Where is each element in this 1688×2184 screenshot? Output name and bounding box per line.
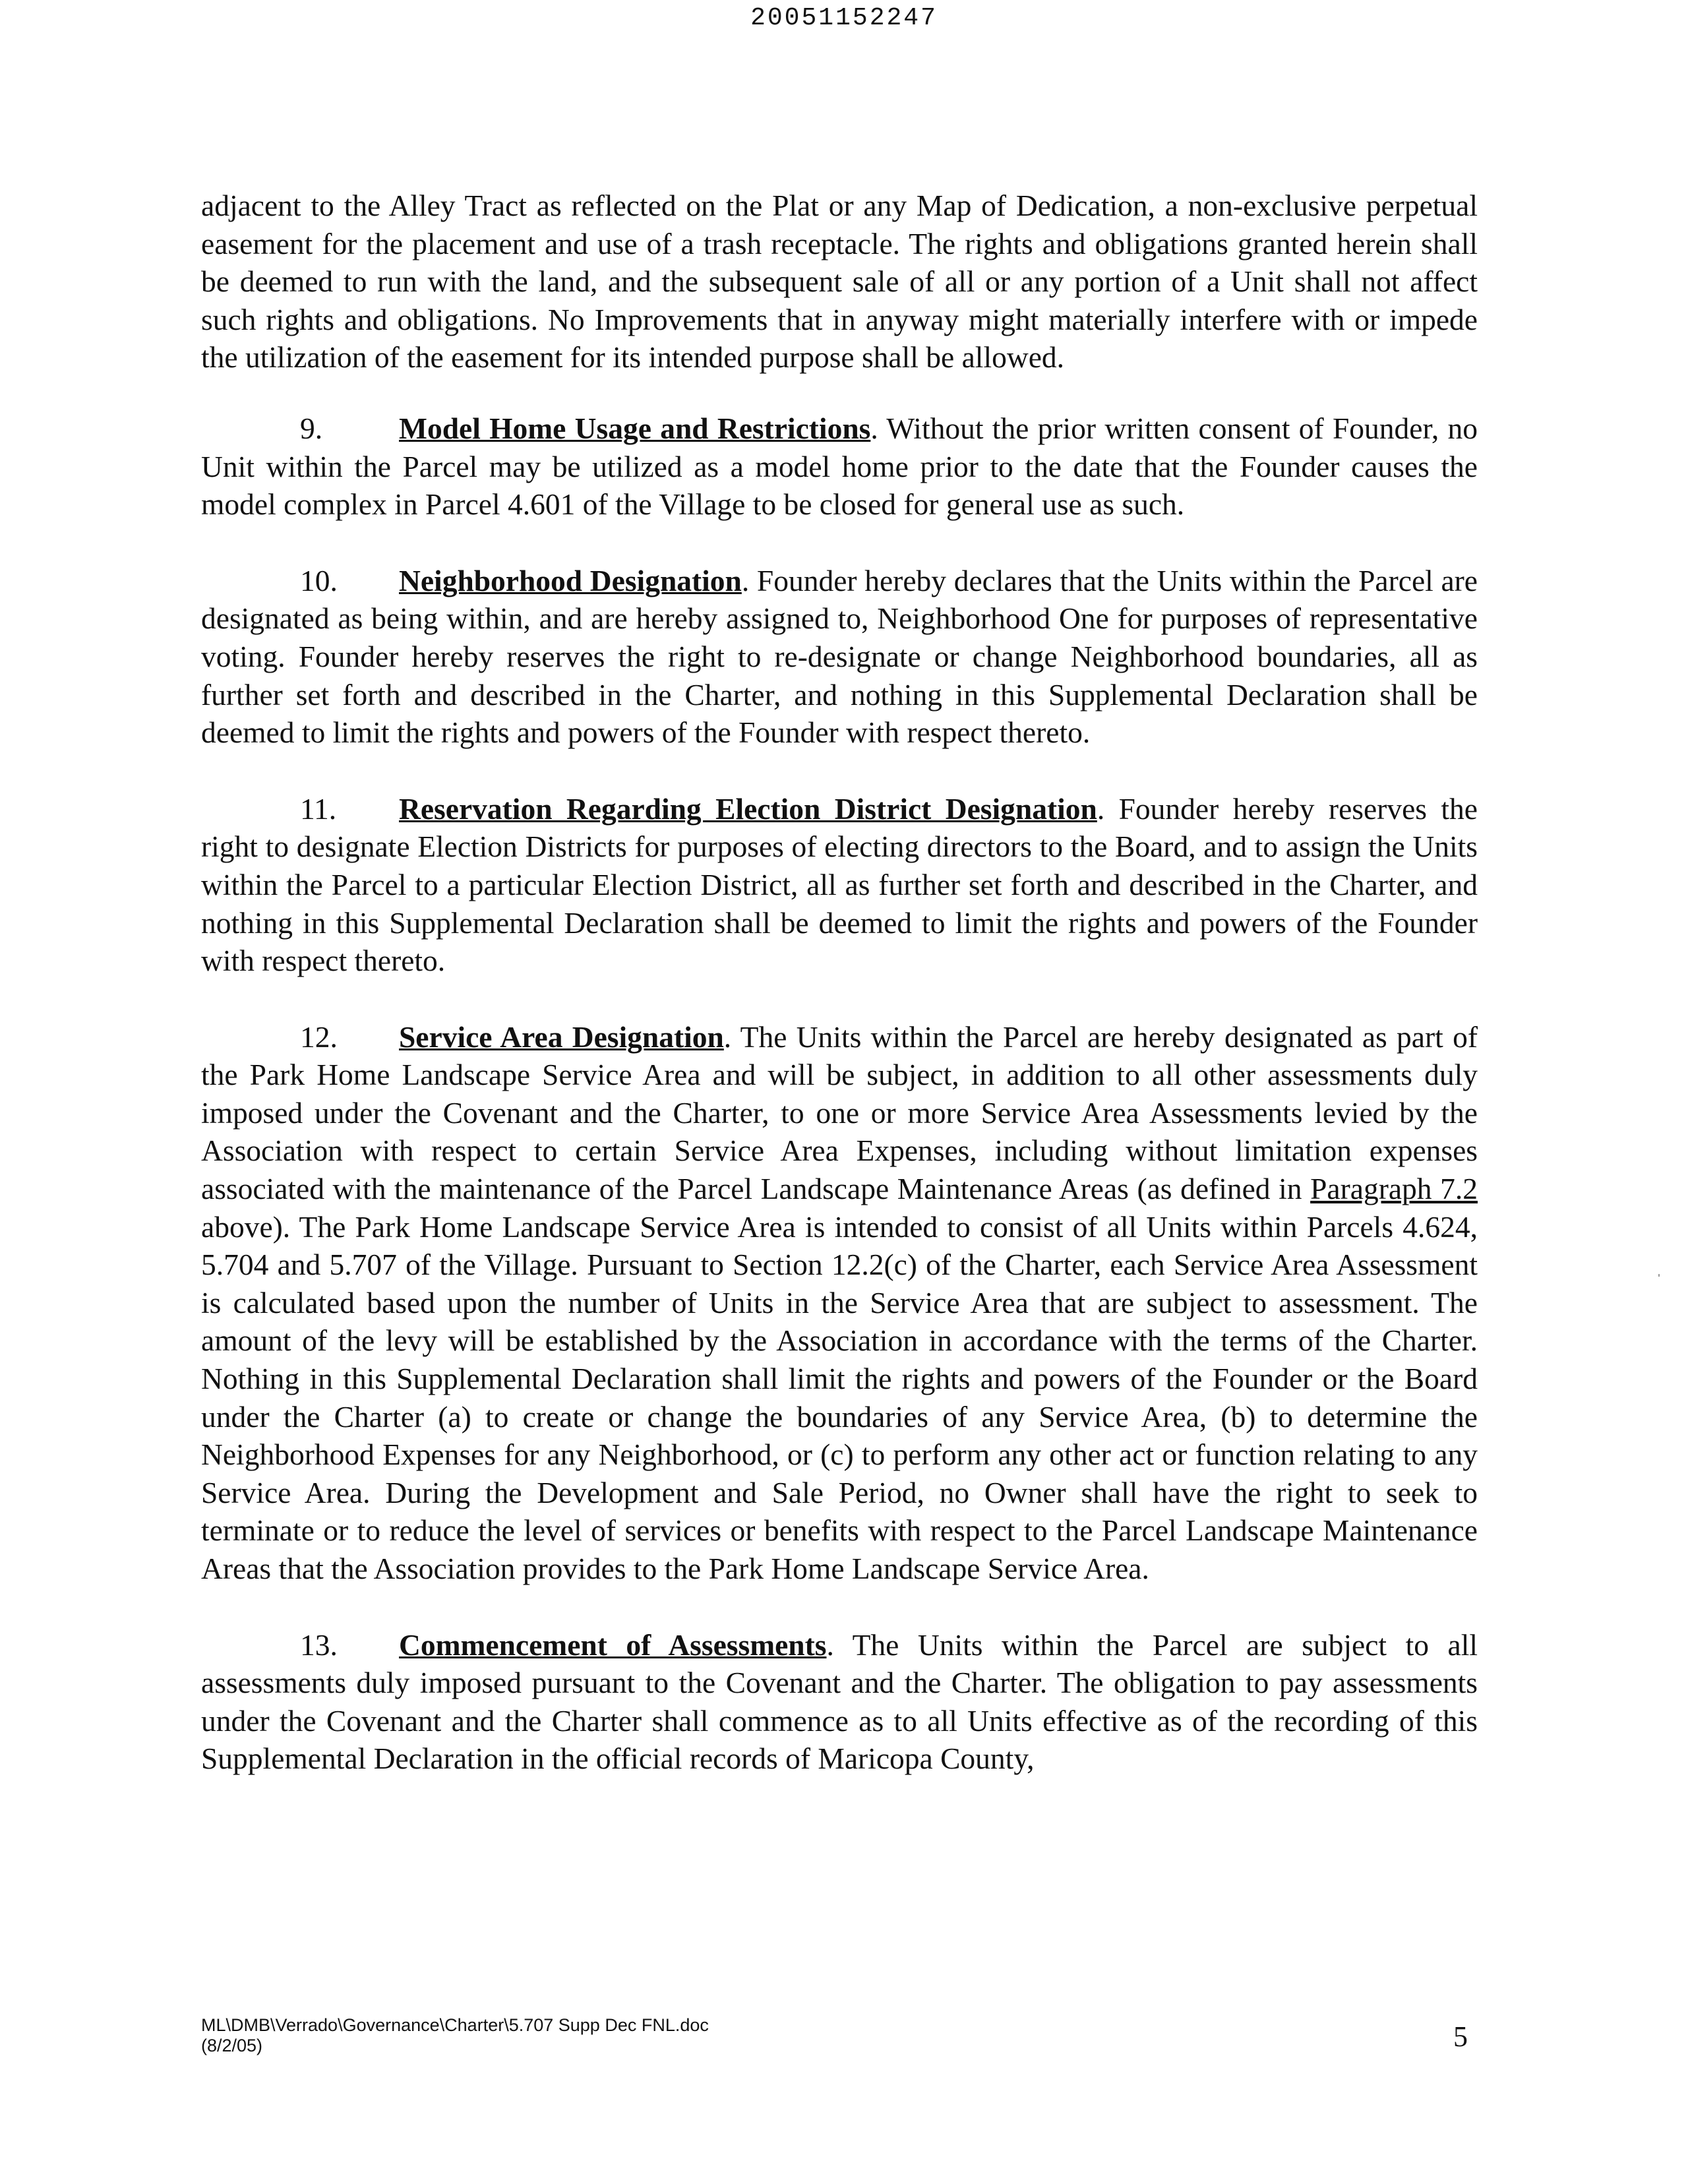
section-text: Founder hereby reserves the right to designate Election Districts for purposes of electing directors to the Board, and to assign the Units within the Parcel to a particular Election District, all as further set forth and described in the Charter, and nothing in this Supplemental Declaration shall be deemed to limit the rights and powers of the Founder with respect thereto. bbox=[201, 791, 1478, 978]
section-number: 13. bbox=[300, 1627, 338, 1662]
section-number: 9. bbox=[300, 411, 323, 445]
document-body bbox=[201, 187, 1478, 1816]
section-heading: Model Home Usage and Restrictions bbox=[399, 411, 871, 445]
recording-number: 20051152247 bbox=[750, 4, 938, 32]
section-number: 10. bbox=[300, 563, 338, 597]
section-heading: Neighborhood Designation bbox=[399, 563, 742, 597]
section-text: The Units within the Parcel are hereby designated as part of the Park Home Landscape Service Area and will be subject, in addition to all other assessments duly imposed under the Covenant and the Charter, to one or more Service Area Assessments levied by the Association with respect to certain Service Area Expenses, including without limitation expenses associated with the maintenance of the Parcel Landscape Maintenance Areas (as defined in bbox=[201, 1019, 1478, 1206]
footer-file-path: ML\DMB\Verrado\Governance\Charter\5.707 Supp Dec FNL.doc bbox=[201, 2015, 709, 2035]
paragraph-reference: Paragraph 7.2 bbox=[1310, 1172, 1478, 1206]
section-text: Founder hereby declares that the Units within the Parcel are designated as being within, and are hereby assigned to, Neighborhood One for purposes of representative voting. Founder hereby reserves the right to re-designate or change Neighborhood boundaries, all as further set forth and described in the Charter, and nothing in this Supplemental Declaration shall be deemed to limit the rights and powers of the Founder with respect thereto. bbox=[201, 563, 1478, 750]
section-13: 13. Commencement of Assessments. The Units within the Parcel are subject to all assessments duly imposed pursuant to the Covenant and the Charter. The obligation to pay assessments under the Covenant and the Charter shall commence as to all Units effective as of the recording of this Supplemental Declaration in the official records of Maricopa County, bbox=[201, 1626, 1478, 1778]
footer-date: (8/2/05) bbox=[201, 2036, 263, 2055]
scan-artifact bbox=[1658, 1274, 1660, 1277]
section-heading: Service Area Designation bbox=[399, 1019, 724, 1054]
section-number: 11. bbox=[300, 791, 337, 826]
section-text: The Units within the Parcel are subject to all assessments duly imposed pursuant to the Covenant and the Charter. The obligation to pay assessments under the Covenant and the Charter shall commence as to all Units effective as of the recording of this Supplemental Declaration in the official records of Maricopa County, bbox=[201, 1627, 1478, 1776]
section-10: 10. Neighborhood Designation. Founder hereby declares that the Units within the Parcel are designated as being within, and are hereby assigned to, Neighborhood One for purposes of representative voting. Founder hereby reserves the right to re-designate or change Neighborhood boundaries, all as further set forth and described in the Charter, and nothing in this Supplemental Declaration shall be deemed to limit the rights and powers of the Founder with respect thereto. bbox=[201, 562, 1478, 752]
footer-file-info bbox=[201, 2015, 709, 2056]
section-number: 12. bbox=[300, 1019, 338, 1054]
section-11: 11. Reservation Regarding Election District Designation. Founder hereby reserves the right to designate Election Districts for purposes of electing directors to the Board, and to assign the Units within the Parcel to a particular Election District, all as further set forth and described in the Charter, and nothing in this Supplemental Declaration shall be deemed to limit the rights and powers of the Founder with respect thereto. bbox=[201, 790, 1478, 980]
intro-paragraph: adjacent to the Alley Tract as reflected on the Plat or any Map of Dedication, a non-exclusive perpetual easement for the placement and use of a trash receptacle. The rights and obligations granted herein shall be deemed to run with the land, and the subsequent sale of all or any portion of a Unit shall not affect such rights and obligations. No Improvements that in anyway might materially interfere with or impede the utilization of the easement for its intended purpose shall be allowed. bbox=[201, 189, 1478, 375]
page-number: 5 bbox=[1453, 2020, 1468, 2053]
section-heading: Commencement of Assessments bbox=[399, 1627, 827, 1662]
section-text: Without the prior written consent of Founder, no Unit within the Parcel may be utilized as a model home prior to the date that the Founder causes the model complex in Parcel 4.601 of the Village to be closed for general use as such. bbox=[201, 411, 1478, 522]
section-12: 12. Service Area Designation. The Units within the Parcel are hereby designated as part of the Park Home Landscape Service Area and will be subject, in addition to all other assessments duly imposed under the Covenant and the Charter, to one or more Service Area Assessments levied by the Association with respect to certain Service Area Expenses, including without limitation expenses associated with the maintenance of the Parcel Landscape Maintenance Areas (as defined in Paragraph 7.2 above). The Park Home Landscape Service Area is intended to consist of all Units within Parcels 4.624, 5.704 and 5.707 of the Village. Pursuant to Section 12.2(c) of the Charter, each Service Area Assessment is calculated based upon the number of Units in the Service Area that are subject to assessment. The amount of the levy will be established by the Association in accordance with the terms of the Charter. Nothing in this Supplemental Declaration shall limit the rights and powers of the Founder or the Board under the Charter (a) to create or change the boundaries of any Service Area, (b) to determine the Neighborhood Expenses for any Neighborhood, or (c) to perform any other act or function relating to any Service Area. During the Development and Sale Period, no Owner shall have the right to seek to terminate or to reduce the level of services or benefits with respect to the Parcel Landscape Maintenance Areas that the Association provides to the Park Home Landscape Service Area. bbox=[201, 1018, 1478, 1588]
section-heading: Reservation Regarding Election District Designation bbox=[399, 791, 1097, 826]
section-9: 9. Model Home Usage and Restrictions. Without the prior written consent of Founder, no Unit within the Parcel may be utilized as a model home prior to the date that the Founder causes the model complex in Parcel 4.601 of the Village to be closed for general use as such. bbox=[201, 410, 1478, 524]
section-text-continued: above). The Park Home Landscape Service Area is intended to consist of all Units within Parcels 4.624, 5.704 and 5.707 of the Village. Pursuant to Section 12.2(c) of the Charter, each Service Area Assessment is calculated based upon the number of Units in the Service Area that are subject to assessment. The amount of the levy will be established by the Association in accordance with the terms of the Charter. Nothing in this Supplemental Declaration shall limit the rights and powers of the Founder or the Board under the Charter (a) to create or change the boundaries of any Service Area, (b) to determine the Neighborhood Expenses for any Neighborhood, or (c) to perform any other act or function relating to any Service Area. During the Development and Sale Period, no Owner shall have the right to seek to terminate or to reduce the level of services or benefits with respect to the Parcel Landscape Maintenance Areas that the Association provides to the Park Home Landscape Service Area. bbox=[201, 1209, 1478, 1585]
